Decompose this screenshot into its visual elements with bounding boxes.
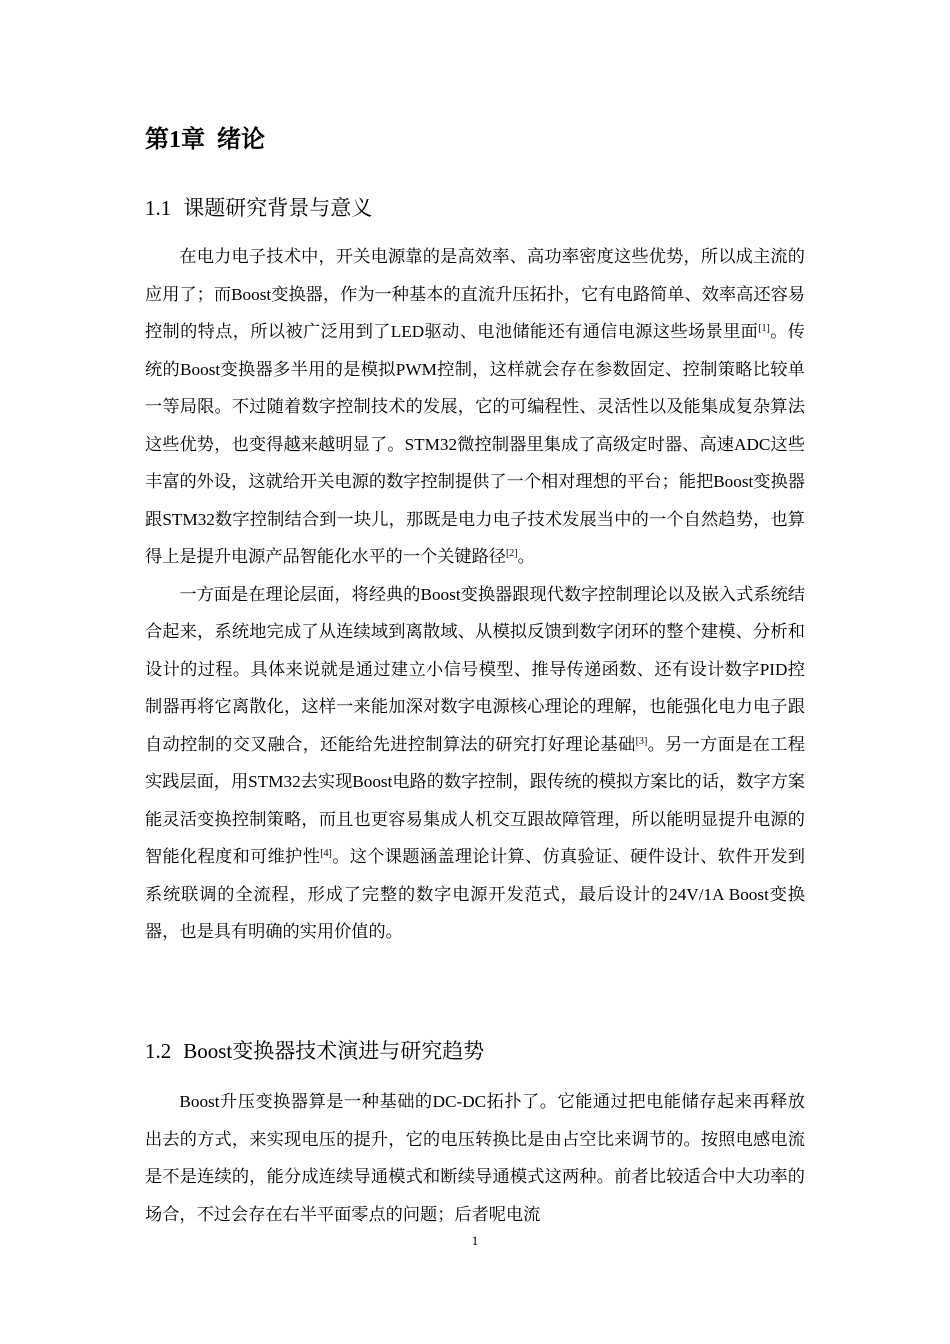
section-title-text: 课题研究背景与意义 — [183, 196, 373, 220]
section-1-1-body — [145, 238, 805, 951]
chapter-label: 第1章 — [145, 127, 205, 153]
paragraph-text: 。传统的Boost变换器多半用的是模拟PWM控制，这样就会存在参数固定、控制策略比较单一等局限。不过随着数字控制技术的发展，它的可编程性、灵活性以及能集成复杂算法这些优势，也变得越来越明显了。STM32微控制器里集成了高级定时器、高速ADC这些丰富的外设，这就给开关电源的数字控制提供了一个相对理想的平台；能把Boost变换器跟STM32数字控制结合到一块儿，那既是电力电子技术发展当中的一个自然趋势，也算得上是提升电源产品智能化水平的一个关键路径 — [145, 322, 805, 566]
paragraph — [145, 576, 805, 951]
page-number: 1 — [471, 1233, 479, 1248]
section-1-2-body — [145, 1083, 805, 1233]
citation-marker: [3] — [635, 735, 648, 747]
paragraph-text: 一方面是在理论层面，将经典的Boost变换器跟现代数字控制理论以及嵌入式系统结合起来，系统地完成了从连续域到离散域、从模拟反馈到数字闭环的整个建模、分析和设计的过程。具体来说就是通过建立小信号模型、推导传递函数、还有设计数字PID控制器再将它离散化，这样一来能加深对数字电源核心理论的理解，也能强化电力电子跟自动控制的交叉融合，还能给先进控制算法的研究打好理论基础 — [145, 584, 805, 754]
citation-marker: [2] — [505, 548, 518, 559]
citation-marker: [4] — [320, 848, 332, 859]
paragraph: Boost升压变换器算是一种基础的DC-DC拓扑了。它能通过把电能储存起来再释放出去的方式，来实现电压的提升，它的电压转换比是由占空比来调节的。按照电感电流是不是连续的，能分成连续导通模式和断续导通模式这两种。前者比较适合中大功率的场合，不过会存在右半平面零点的问题；后者呢电流 — [145, 1092, 805, 1224]
section-title-text: Boost变换器技术演进与研究趋势 — [183, 1039, 485, 1063]
paragraph-text: 在电力电子技术中，开关电源靠的是高效率、高功率密度这些优势，所以成主流的应用了；而Boost变换器，作为一种基本的直流升压拓扑，它有电路简单、效率高还容易控制的特点，所以被广泛用到了LED驱动、电池储能还有通信电源这些场景里面 — [145, 247, 805, 341]
paragraph-text: 。 — [517, 547, 535, 566]
paragraph — [145, 238, 805, 576]
section-heading-1-2 — [145, 1036, 484, 1066]
paragraph-text: 。这个课题涵盖理论计算、仿真验证、硬件设计、软件开发到系统联调的全流程，形成了完整的数字电源开发范式，最后设计的24V/1A Boost变换器，也是具有明确的实用价值的。 — [145, 847, 805, 941]
chapter-title — [145, 122, 265, 158]
section-number: 1.2 — [145, 1039, 172, 1063]
citation-marker: [1] — [758, 323, 770, 334]
section-number: 1.1 — [145, 196, 172, 220]
chapter-name: 绪论 — [217, 127, 265, 153]
section-heading-1-1 — [145, 193, 372, 223]
paragraph-text: 。另一方面是在工程实践层面，用STM32去实现Boost电路的数字控制，跟传统的模拟方案比的话，数字方案能灵活变换控制策略，而且也更容易集成人机交互跟故障管理，所以能明显提升电源的智能化程度和可维护性 — [145, 734, 805, 866]
